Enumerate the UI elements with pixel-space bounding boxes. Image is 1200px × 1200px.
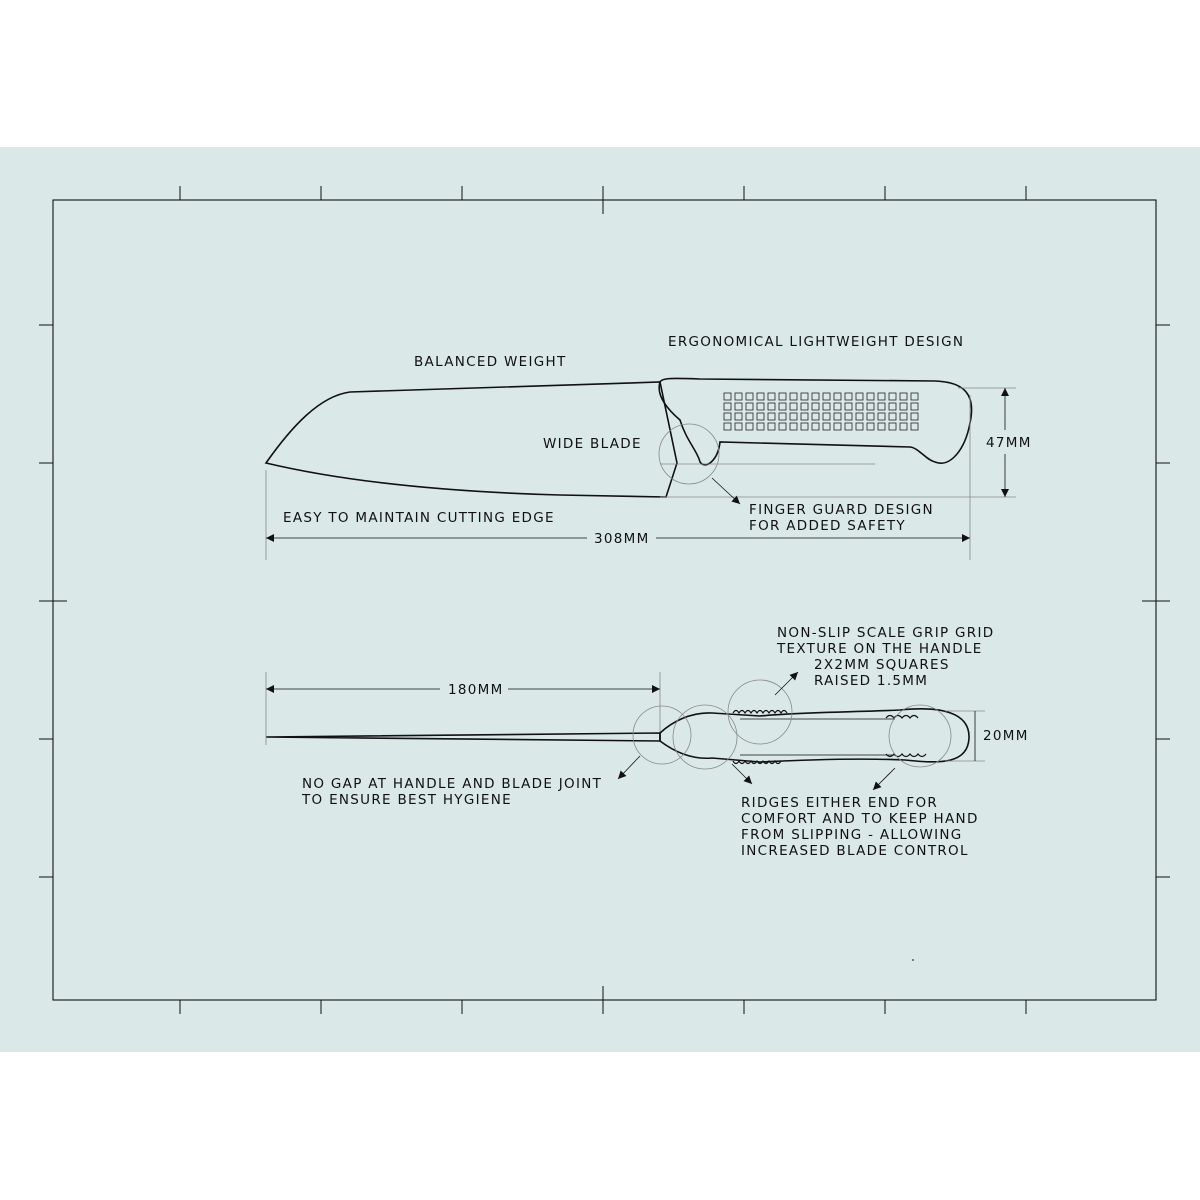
drawing-sheet — [0, 147, 1200, 1052]
knife-top-view — [266, 680, 969, 769]
top-view-dimensions — [266, 672, 985, 790]
bottom-ridges-rear — [886, 754, 926, 757]
top-ridges-front — [733, 711, 787, 714]
label-grip-line2: TEXTURE ON THE HANDLE — [777, 641, 983, 657]
top-ridges-rear — [886, 716, 918, 719]
ridge-detail-circle-front — [673, 705, 737, 769]
label-balanced-weight: BALANCED WEIGHT — [414, 354, 567, 370]
dimension-length: 308MM — [594, 531, 650, 547]
grip-texture-grid — [723, 392, 921, 432]
ridge-detail-circle-rear — [889, 705, 951, 767]
label-finger-guard-line2: FOR ADDED SAFETY — [749, 518, 906, 534]
handle-top-outline — [660, 709, 969, 762]
label-ridges-line2: COMFORT AND TO KEEP HAND — [741, 811, 979, 827]
label-cutting-edge: EASY TO MAINTAIN CUTTING EDGE — [283, 510, 555, 526]
dimension-thickness: 20MM — [983, 728, 1029, 744]
technical-drawing — [0, 147, 1200, 1052]
frame-ticks — [39, 186, 1170, 1014]
dimension-blade-length: 180MM — [448, 682, 504, 698]
label-no-gap-line2: TO ENSURE BEST HYGIENE — [302, 792, 512, 808]
stray-dot — [912, 959, 914, 961]
label-grip-line1: NON-SLIP SCALE GRIP GRID — [777, 625, 995, 641]
label-ridges-line4: INCREASED BLADE CONTROL — [741, 843, 969, 859]
label-ridges-line1: RIDGES EITHER END FOR — [741, 795, 939, 811]
label-no-gap-line1: NO GAP AT HANDLE AND BLADE JOINT — [302, 776, 603, 792]
drawing-frame — [53, 200, 1156, 1000]
label-ridges-line3: FROM SLIPPING - ALLOWING — [741, 827, 963, 843]
label-wide-blade: WIDE BLADE — [543, 436, 642, 452]
label-grip-line3: 2X2MM SQUARES — [814, 657, 950, 673]
label-grip-line4: RAISED 1.5MM — [814, 673, 929, 689]
finger-guard-detail-circle — [659, 424, 719, 484]
blade-top-outline — [266, 733, 660, 741]
label-finger-guard-line1: FINGER GUARD DESIGN — [749, 502, 934, 518]
dimension-height: 47MM — [986, 435, 1032, 451]
label-ergonomic-design: ERGONOMICAL LIGHTWEIGHT DESIGN — [668, 334, 965, 350]
